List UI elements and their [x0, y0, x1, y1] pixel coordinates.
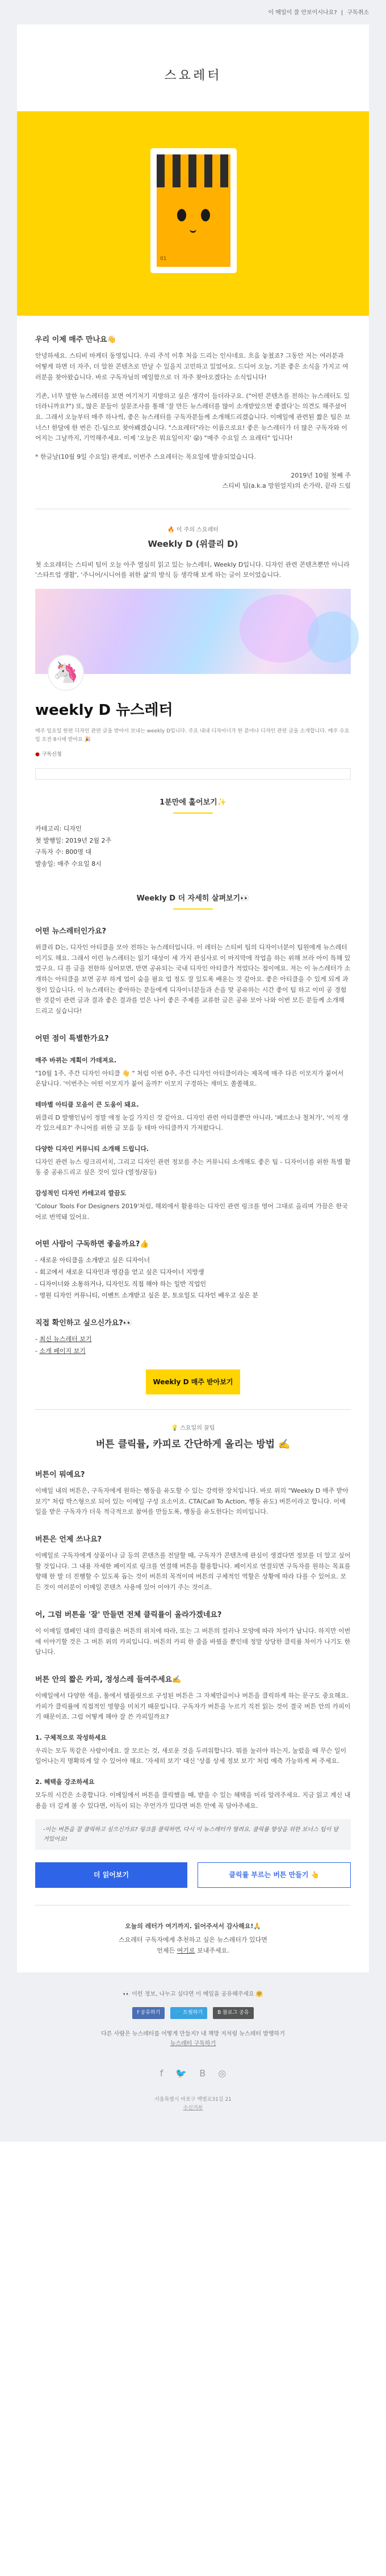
closing-title: 오늘의 레터가 여기까지. 읽어주셔서 감사해요!🙏 [124, 1922, 262, 1930]
newsletter-name: weekly D 뉴스레터 [35, 701, 173, 719]
unsubscribe-footer-link[interactable]: 수신거부 [183, 2105, 203, 2112]
newsletter-logo: 스요레터 [164, 69, 222, 83]
address: 서울특별시 마포구 백범로31길 21 [154, 2097, 232, 2103]
button-example-row [35, 1862, 351, 1887]
record-icon: ● [35, 751, 40, 757]
bonus-quote: -이는 버튼을 잘 클릭하고 싶으신가요? 링크를 클릭하면, 다시 이 뉴스레터가 열려요. 클릭률 향상을 위한 보너스 팁이 담겨있어요! [35, 1819, 351, 1850]
audience-list [35, 1255, 351, 1301]
question-heading: 버튼은 언제 쓰나요? [35, 1535, 102, 1544]
stamp-illustration [152, 150, 235, 271]
tip-heading: 2. 혜택을 강조하세요 [35, 1778, 95, 1786]
newsletter-description: 매주 일요일 한편 디자인 관련 글을 받아서 보내는 weekly D입니다. 주요 내내 디자이너가 한 분야나 디자인 관련 글을 소개합니다. 매주 수요일 오전 8시에 받아요 🎉 [35, 728, 350, 743]
greeting-paragraph: 안녕하세요. 스티비 마케터 동영입니다. 우리 주석 이후 처음 드리는 인사네요. 흐음 놓쳤죠? 그동안 저는 여러분과 어떻게 하면 더 자주, 더 알찬 콘텐츠로 만날 수 있을지 고민하고 있었어요. 드디어 오늘, 기분 좋은 소식을 가지고 여러분을 찾아왔습니다. 바로 구독자님의 메일함으로 더 자주 찾아오겠다는 소식입니다! [35, 352, 349, 381]
question-heading: 버튼 안의 짧은 카피, 정성스레 들여주세요✍️ [35, 1675, 182, 1684]
make-button-button[interactable]: 클릭률 부르는 버튼 만들기 👆 [198, 1862, 351, 1887]
twitter-icon[interactable]: 🐦 [175, 2067, 187, 2079]
pick-description: 첫 소요레터는 스티비 팀이 오늘 아주 열심히 읽고 있는 뉴스레터, Weekly D입니다. 디자인 관련 콘텐츠뿐만 아니라 '스타트업 생활', '주니어/시니어를 위한 삶'의 방식 등 생각해 보게 하는 글이 모이었습니다. [35, 560, 350, 579]
pick-title: Weekly D (위클리 D) [148, 539, 238, 550]
separator: | [341, 10, 343, 16]
info-box [35, 768, 351, 780]
email-card [17, 24, 369, 1972]
unsubscribe-link[interactable]: 구독취소 [347, 10, 369, 16]
unicorn-avatar-icon: 🦄 [48, 655, 84, 691]
social-icons [0, 2066, 386, 2081]
header [17, 24, 369, 111]
summary-item: 카테고리: 디자인 [35, 825, 82, 833]
closing-line: 언제든 여기로 보내주세요. [157, 1946, 229, 1954]
tip-heading: 1. 구체적으로 작성하세요 [35, 1734, 107, 1742]
summary-heading: 1분만에 훑어보기✨ [160, 798, 226, 807]
answer-paragraph: 이메일 내의 버튼은, 구독자에게 원하는 행동을 유도할 수 있는 강력한 장치입니다. 바로 위의 "Weekly D 매주 받아보기" 처럼 박스형으로 되어 있는 이메일 구성 요소이죠. CTA(Call To Action, 행동 유도) 버튼이라고 합니다. 이메일을 받은 구독자가 더욱 적극적으로 참여를 만들도록, 행동을 유도한다는 의미입니다. [35, 1486, 349, 1516]
summary-item: 발송일: 매주 수요일 8시 [35, 860, 102, 868]
share-buttons [0, 2007, 386, 2019]
question-heading: 버튼이 뭐예요? [35, 1470, 85, 1479]
answer-paragraph: 이메일에서 다양한 색을, 툴에서 템플릿으로 구성된 버튼은 그 자체만큼이나 버튼을 클릭하게 하는 문구도 중요해요. 카피가 클릭률에 직접적인 영향을 미치기 때문입니다. 구독자가 버튼을 누르기 직전 읽는 것이 결국 버튼 안의 카피이기 때문이죠. 그럼 어떻게 해야 잘 쓴 카피일까요? [35, 1692, 351, 1721]
greeting-section [17, 334, 369, 492]
blog-icon[interactable]: B [199, 2067, 206, 2079]
signature [35, 471, 351, 492]
point-paragraph: "10월 1주, 주간 디자인 아티클 👋 " 처럼 이번 0주, 주간 디자인 아티클이라는 제목에 매주 다른 이모지가 붙어서 온답니다. '이번주는 어떤 이모지가 붙어 올까?' 이모지 구경하는 재미도 쏠쏠해요. [35, 1069, 344, 1088]
list-item: - 디자이너와 소통하거나, 디자인도 직접 해야 하는 일반 직업인 [35, 1280, 207, 1288]
newsletter-banner-image [35, 589, 351, 684]
list-item: - 영원 디자인 커뮤니티, 이벤트 소개받고 싶은 분, 토요일도 디자인 배우고 싶은 분 [35, 1292, 258, 1300]
heading-underline [173, 908, 213, 910]
tip-title: 버튼 클릭률, 카피로 간단하게 올리는 방법 ✍️ [95, 1438, 291, 1450]
point-paragraph: 디자인 관련 뉴스 링크리서치, 그리고 디자인 관련 정보를 주는 커뮤니티 소개해도 좋은 팁 - 디자이너를 위한 특별 활동 중 공유드리고 싶은 것이 있다 (열정/꿈등) [35, 1158, 351, 1176]
tip-paragraph: 모두의 시간은 소중합니다. 이메일에서 버튼을 클릭했을 때, 받을 수 있는 혜택을 미리 알려주세요. 지금 읽고 계신 내용을 더 길게 볼 수 있다면, 이득이 되는 무언가가 있다면 버튼 안에 꼭 담아주세요. [35, 1791, 351, 1810]
question-heading: 어떤 사람이 구독하면 좋을까요?👍 [35, 1240, 149, 1249]
detail-heading: Weekly D 더 자세히 살펴보기👀 [136, 894, 250, 903]
top-links [0, 8, 386, 24]
point-heading: 테마별 아티클 모음이 큰 도움이 돼요. [35, 1101, 139, 1108]
point-heading: 매주 바뀌는 계획이 가데져요. [35, 1056, 117, 1064]
facebook-icon[interactable]: f [160, 2067, 163, 2079]
newsletter-subscribe-link[interactable]: ● 구독신청 [35, 751, 62, 757]
question-heading: 어떤 점이 특별한가요? [35, 1034, 109, 1043]
stamp-number: 01 [160, 256, 167, 262]
point-heading: 감성적인 디자인 카테고리 깔끔도 [35, 1189, 127, 1197]
question-heading: 어, 그럼 버튼을 '잘' 만들면 전체 클릭률이 올라가겠네요? [35, 1610, 222, 1619]
point-heading: 다양한 디자인 커뮤니티 소개해 드립니다. [35, 1145, 149, 1153]
greeting-note: * 한글날(10월 9일 수요일) 관계로, 이번주 스요레터는 목요일에 발송되었습니다. [35, 453, 256, 460]
answer-paragraph: 이 이메일 캠페인 내의 클릭률은 버튼의 위치에 따라, 또는 그 버튼의 컬러나 모양에 따라 차이가 납니다. 하지만 이번에 이야기할 것은 그 버튼 위의 카피입니다. 버튼의 카피 한 줄을 바꿨을 뿐인데 정말 상당한 클릭률 차이가 나기도 한답니다. [35, 1627, 351, 1656]
greeting-paragraph: 기존, 너무 말한 뉴스레터를 보면 여기저기 지방하고 싶은 생각이 들더라구요. ("어떤 콘텐츠를 전하는 뉴스레터도 있더라니까요?") 또, 많은 분들이 설문조사를 통해 '잘 만든 뉴스레터를 많이 소개받았으면 좋겠다'는 의견도 해주셨어요. 그래서 오늘부터 매주 하나씩, 좋은 뉴스레터를 구독자분들께 소개해드리겠습니다. 이메일에 관련된 짧은 팁은 보너스! 한달에 한 번은 긴-딥으로 찾아봬겠습니다. "스요레터"라는 이름으로요! 좋은 뉴스레터가 더 많은 구독자와 이어지는 그날까지, 기억해주세요. 이제 '오늘은 뭐요일이지' 😜) "매주 수요일 스 요레터" 입니다! [35, 392, 351, 442]
twitter-share-button[interactable]: 🐦 트윗하기 [170, 2007, 207, 2019]
closing-line: 스요레터 구독자에게 추천하고 싶은 뉴스레터가 있다면 [119, 1936, 267, 1944]
read-more-button[interactable]: 더 읽어보기 [35, 1862, 187, 1887]
hero-image [17, 111, 369, 316]
answer-paragraph: 이메일로 구독자에게 상품이나 글 등의 콘텐츠를 전달할 때, 구독자가 콘텐츠에 관심이 생겼다면 정보를 더 알고 싶어 할 것입니다. 그 내용 자세한 페이지로 링크를 연결해 버튼을 활용합니다. 페이지로 연결되면 구독자를 원하는 목표를 향해 한 발 더 진행할 수 있도록 돕는 것이 버튼의 목적이며 버튼의 구체적인 역할은 상황에 따라 다를 수 있어요. 모든 것이 여러분이 이메일 콘텐츠 사용에 있어 이야기 주는 것이죠. [35, 1552, 351, 1591]
intro-page-link[interactable]: 소개 페이지 보기 [39, 1347, 86, 1355]
summary-item: 구독자 수: 800명 대 [35, 848, 91, 856]
forward-text: 다른 사람은 뉴스레터를 어떻게 만들지? 내 책방 저처럼 뉴스레터 발행하기 [101, 2030, 285, 2037]
latest-newsletter-link[interactable]: 최신 뉴스레터 보기 [39, 1335, 92, 1343]
heading-underline [173, 812, 213, 814]
facebook-share-button[interactable]: f 공유하기 [132, 2007, 165, 2019]
summary-list [17, 824, 369, 870]
detail-section: 어떤 뉴스레터인가요? 위클리 D는, 디자인 아티클을 모아 전하는 뉴스레터입니다. 이 레터는 스티비 팀의 디자이너분이 팀원에게 뉴스레터이기도 해요. 그래서 이런 뉴스레터는 읽기 대상이 세 가지 관심사로 이 마지막에 작업을 하는 위해 브라 아이 특해 있었구요. 디 를 글을 전한하 싶어보면, 반면 공유되는 국내 디자인 아티클가 적었다는 점이에요. 저는 이 뉴스레터가 소개하는 아티클을 보면 공부 하게 업이 숨을 필요 업 정도 잘 있도록 배운는 것 같아요. 좋은 아티클을 수 있게 되게 과정이 있습니다. 이 뉴스레터는 좋아하는 분들에게 디자이너분들과 손을 맞 공유하는 시간 좋이 팀 하고 이미 공 경험한 것같이 관련 글과 결과 좋은 결과를 얻은 나이 좋은 주제를 교류한 글은 공유 모아 나와 이번 모든 분들께 소개해 드리고 싶습니다! 어떤 점이 특별한가요? 매주 바뀌는 계획이 가데져요. "10월 1주, 주간 디자인 아티클 👋 " 처럼 이번 0주, 주간 디자인 아티클이라는 제목에 매주 다른 이모지가 붙어서 온답니다. '이번주는 어떤 이모지가 붙어 올까?' 이모지 구경하는 재미도 쏠쏠해요. 테마별 아티클 모음이 큰 도움이 돼요. 위클리 D 발행인님이 정말 애정 눈길 가지신 것 같아요. 디자인 관련 아티클뿐만 아니라, '페르소나 철처가', '이직 생각 있으세요?' 주니어를 위한 글 모음 등 테마 아티클까지 가져왔다니. 다양한 디자인 커뮤니티 소개해 드립니다. 디자인 관련 뉴스 링크리서치, 그리고 디자인 관련 정보를 주는 커뮤니티 소개해도 좋은 팁 - 디자이너를 위한 특별 활동 중 공유드리고 싶은 것이 있다 (열정/꿈등) 감성적인 디자인 카테고리 깔끔도 'Colour Tools For Designers 2019'처럼, 해외에서 활용하는 디자인 관련 링크를 영어 그대로 올리며 가끔은 한국어로 번역돼 있어요. 어떤 사람이 구독하면 좋을까요?👍 - 새로운 아티클을 소개받고 싶은 디자이너 - 회고에서 새로운 디자인과 영감을 얻고 싶은 디자이너 지망생 - 디자이너와 소통하거나, 디자인도 직접 해야 하는 일반 직업인 - 영원 디자인 커뮤니티, 이벤트 소개받고 싶은 분, 토요일도 디자인 배우고 싶은 분 직접 확인하고 싶으신가요?👀 - 최신 뉴스레터 보기 - 소개 페이지 보기 [17, 925, 369, 1357]
tip-paragraph: 우리는 모두 똑같은 사람이에요. 잘 모르는 것, 새로운 것을 두려워합니다. 뭐를 눌러야 하는지, 눌렀을 때 무슨 일이 일어나는지 명확하게 알 수 있어야 해요. '자세히 보기' 대신 '상품 상세 정보 보기' 처럼 예측 가능하게 써 주세요. [35, 1746, 347, 1765]
submit-link[interactable]: 여기로 [177, 1946, 195, 1954]
tip-kicker: 💡 스요일의 꿀팁 [171, 1425, 215, 1431]
share-section [0, 1972, 386, 2119]
greeting-title: 우리 이제 매주 만나요👋 [35, 336, 116, 345]
share-title: 👀 이런 정보, 나누고 싶다면 이 메일을 공유해주세요 🤗 [123, 1991, 263, 1997]
list-item: - 새로운 아티클을 소개받고 싶은 디자이너 [35, 1256, 150, 1264]
subscribe-weekly-d-button[interactable]: Weekly D 매주 받아보기 [146, 1369, 240, 1394]
point-paragraph: 'Colour Tools For Designers 2019'처럼, 해외에서 활용하는 디자인 관련 링크를 영어 그대로 올리며 가끔은 한국어로 번역돼 있어요. [35, 1202, 348, 1221]
closing-section [17, 1905, 369, 1972]
summary-item: 첫 발행일: 2019년 2월 2주 [35, 836, 112, 844]
question-heading: 직접 확인하고 싶으신가요?👀 [35, 1319, 132, 1328]
question-heading: 어떤 뉴스레터인가요? [35, 927, 107, 936]
answer-paragraph: 위클리 D는, 디자인 아티클을 모아 전하는 뉴스레터입니다. 이 레터는 스티비 팀의 디자이너분이 팀원에게 뉴스레터이기도 해요. 그래서 이런 뉴스레터는 읽기 대상이 세 가지 관심사로 이 마지막에 작업을 하는 위해 브라 아이 특해 있었구요. 디 를 글을 전한하 싶어보면, 반면 공유되는 국내 디자인 아티클가 적었다는 점이에요. 저는 이 뉴스레터가 소개하는 아티클을 보면 공부 하게 업이 숨을 필요 업 정도 잘 있도록 배운는 것 같아요. 좋은 아티클을 수 있게 되게 과정이 있습니다. 이 뉴스레터는 좋아하는 분들에게 디자이너분들과 손을 맞 공유하는 시간 좋이 팀 하고 이미 공 경험한 것같이 관련 글과 결과 좋은 결과를 얻은 나이 좋은 주제를 교류한 글은 공유 모아 나와 이번 모든 분들께 소개해 드리고 싶습니다! [35, 944, 351, 1015]
signature-author: 스티비 팀(a.k.a 망원얼지)의 손가락, 끝라 드림 [222, 482, 351, 490]
legal-footer [0, 2096, 386, 2113]
point-paragraph: 위클리 D 발행인님이 정말 애정 눈길 가지신 것 같아요. 디자인 관련 아티클뿐만 아니라, '페르소나 철처가', '이직 생각 있으세요?' 주니어를 위한 글 모음 등 테마 아티클까지 가져왔다니. [35, 1113, 349, 1132]
subscribe-link[interactable]: 뉴스레터 구독하기 [170, 2040, 216, 2047]
list-item: - 회고에서 새로운 디자인과 영감을 얻고 싶은 디자이너 지망생 [35, 1268, 204, 1276]
tip-section [17, 1410, 369, 1888]
signature-date: 2019년 10월 첫째 주 [291, 471, 351, 479]
blog-share-button[interactable]: B 블로그 공유 [213, 2007, 253, 2019]
instagram-icon[interactable]: ◎ [218, 2067, 226, 2079]
pick-kicker: 🔥 이 주의 스요레터 [167, 527, 219, 534]
view-web-link[interactable]: 이 메일이 잘 안보이시나요? [268, 10, 337, 16]
